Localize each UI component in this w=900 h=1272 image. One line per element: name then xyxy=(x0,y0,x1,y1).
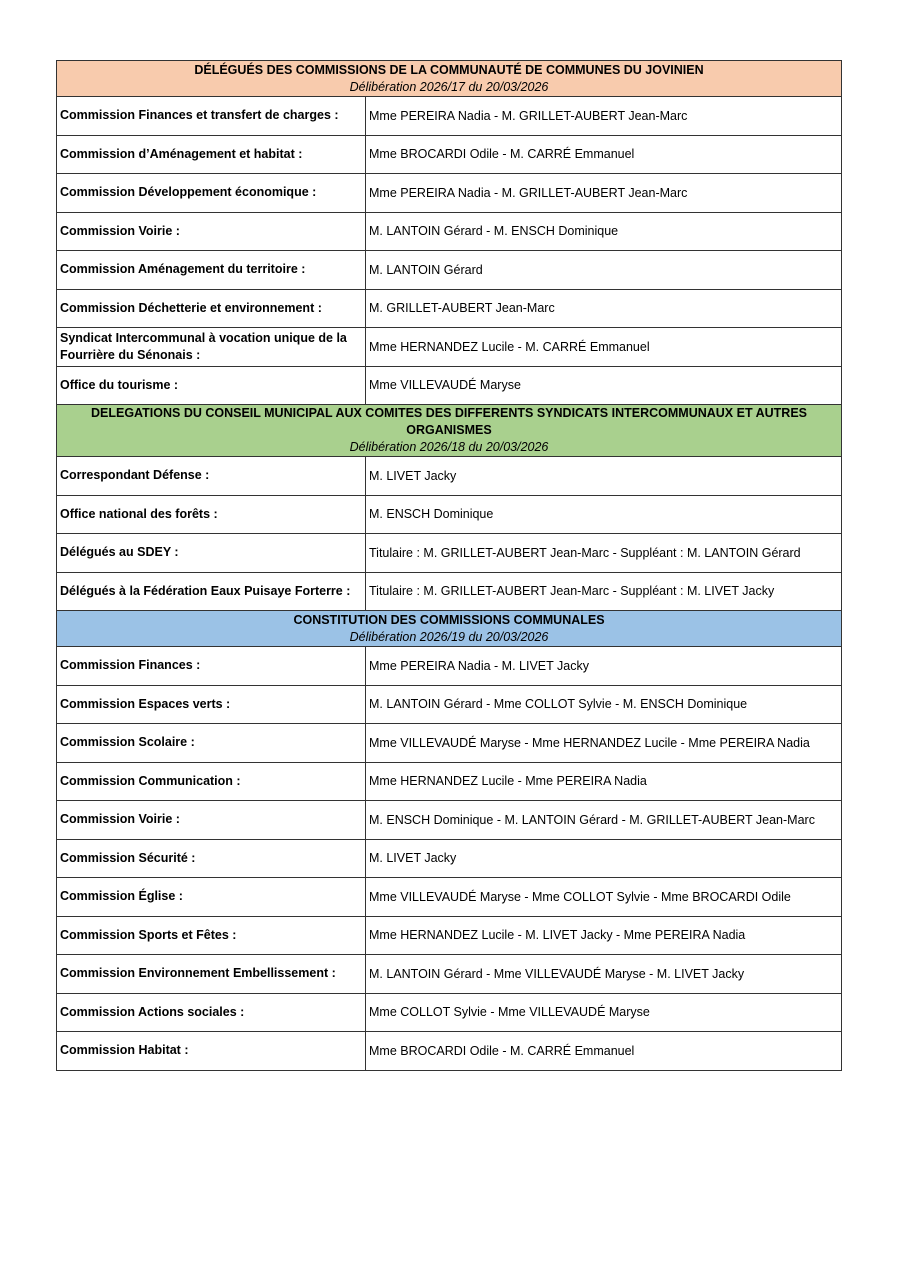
row-members: Mme HERNANDEZ Lucile - Mme PEREIRA Nadia xyxy=(366,762,842,801)
row-label: Commission Sports et Fêtes : xyxy=(57,916,366,955)
row-label: Commission Aménagement du territoire : xyxy=(57,251,366,290)
row-label: Commission Voirie : xyxy=(57,212,366,251)
delegations-table xyxy=(56,60,842,1071)
table-row xyxy=(57,647,842,686)
section-header-cell xyxy=(57,61,842,97)
row-members: Mme PEREIRA Nadia - M. GRILLET-AUBERT Jean-Marc xyxy=(366,97,842,136)
row-members: M. LANTOIN Gérard xyxy=(366,251,842,290)
table-row xyxy=(57,534,842,573)
row-members: M. LANTOIN Gérard - Mme VILLEVAUDÉ Maryse - M. LIVET Jacky xyxy=(366,955,842,994)
row-label: Office national des forêts : xyxy=(57,495,366,534)
row-label: Commission Espaces verts : xyxy=(57,685,366,724)
row-members: Titulaire : M. GRILLET-AUBERT Jean-Marc - Suppléant : M. LANTOIN Gérard xyxy=(366,534,842,573)
section-title: DÉLÉGUÉS DES COMMISSIONS DE LA COMMUNAUTÉ DE COMMUNES DU JOVINIEN xyxy=(194,62,704,77)
row-label: Syndicat Intercommunal à vocation unique de la Fourrière du Sénonais : xyxy=(57,328,366,367)
row-label: Commission Finances : xyxy=(57,647,366,686)
row-members: Mme PEREIRA Nadia - M. GRILLET-AUBERT Jean-Marc xyxy=(366,174,842,213)
table-row xyxy=(57,724,842,763)
row-members: Mme HERNANDEZ Lucile - M. CARRÉ Emmanuel xyxy=(366,328,842,367)
row-members: Mme VILLEVAUDÉ Maryse xyxy=(366,366,842,405)
table-row xyxy=(57,801,842,840)
row-label: Délégués à la Fédération Eaux Puisaye Forterre : xyxy=(57,572,366,611)
row-members: Mme VILLEVAUDÉ Maryse - Mme COLLOT Sylvie - Mme BROCARDI Odile xyxy=(366,878,842,917)
row-label: Correspondant Défense : xyxy=(57,457,366,496)
section-header-cell xyxy=(57,405,842,457)
table-row xyxy=(57,916,842,955)
section-deliberation: Délibération 2026/19 du 20/03/2026 xyxy=(349,629,549,644)
row-members: M. LIVET Jacky xyxy=(366,839,842,878)
row-label: Commission Scolaire : xyxy=(57,724,366,763)
row-members: M. LIVET Jacky xyxy=(366,457,842,496)
row-members: Titulaire : M. GRILLET-AUBERT Jean-Marc - Suppléant : M. LIVET Jacky xyxy=(366,572,842,611)
table-row xyxy=(57,251,842,290)
section-header xyxy=(57,61,842,97)
table-row xyxy=(57,135,842,174)
row-label: Délégués au SDEY : xyxy=(57,534,366,573)
row-members: M. LANTOIN Gérard - Mme COLLOT Sylvie - M. ENSCH Dominique xyxy=(366,685,842,724)
row-label: Commission Actions sociales : xyxy=(57,993,366,1032)
table-row xyxy=(57,328,842,367)
section-header xyxy=(57,611,842,647)
row-label: Commission Communication : xyxy=(57,762,366,801)
table-row xyxy=(57,762,842,801)
table-row xyxy=(57,1032,842,1071)
table-row xyxy=(57,955,842,994)
section-title: CONSTITUTION DES COMMISSIONS COMMUNALES xyxy=(293,612,605,627)
row-members: M. LANTOIN Gérard - M. ENSCH Dominique xyxy=(366,212,842,251)
table-row xyxy=(57,366,842,405)
section-header xyxy=(57,405,842,457)
table-row xyxy=(57,97,842,136)
row-label: Office du tourisme : xyxy=(57,366,366,405)
table-row xyxy=(57,212,842,251)
table-row xyxy=(57,878,842,917)
row-members: M. ENSCH Dominique - M. LANTOIN Gérard - M. GRILLET-AUBERT Jean-Marc xyxy=(366,801,842,840)
row-label: Commission Déchetterie et environnement : xyxy=(57,289,366,328)
row-members: Mme VILLEVAUDÉ Maryse - Mme HERNANDEZ Lucile - Mme PEREIRA Nadia xyxy=(366,724,842,763)
section-deliberation: Délibération 2026/18 du 20/03/2026 xyxy=(349,440,549,454)
table-body xyxy=(57,61,842,1071)
table-row xyxy=(57,685,842,724)
table-row xyxy=(57,289,842,328)
row-label: Commission Habitat : xyxy=(57,1032,366,1071)
table-row xyxy=(57,495,842,534)
row-members: M. GRILLET-AUBERT Jean-Marc xyxy=(366,289,842,328)
table-row xyxy=(57,839,842,878)
table-row xyxy=(57,174,842,213)
row-members: Mme BROCARDI Odile - M. CARRÉ Emmanuel xyxy=(366,1032,842,1071)
row-members: Mme BROCARDI Odile - M. CARRÉ Emmanuel xyxy=(366,135,842,174)
row-members: M. ENSCH Dominique xyxy=(366,495,842,534)
row-label: Commission Église : xyxy=(57,878,366,917)
table-row xyxy=(57,572,842,611)
row-label: Commission Environnement Embellissement : xyxy=(57,955,366,994)
section-title: DELEGATIONS DU CONSEIL MUNICIPAL AUX COMITES DES DIFFERENTS SYNDICATS INTERCOMMUNAUX ET AUTRES ORGANISMES xyxy=(90,406,807,437)
table-row xyxy=(57,993,842,1032)
section-header-cell xyxy=(57,611,842,647)
table-row xyxy=(57,457,842,496)
row-label: Commission Sécurité : xyxy=(57,839,366,878)
row-label: Commission Finances et transfert de charges : xyxy=(57,97,366,136)
row-members: Mme PEREIRA Nadia - M. LIVET Jacky xyxy=(366,647,842,686)
row-label: Commission d’Aménagement et habitat : xyxy=(57,135,366,174)
section-deliberation: Délibération 2026/17 du 20/03/2026 xyxy=(349,79,549,94)
row-label: Commission Développement économique : xyxy=(57,174,366,213)
row-members: Mme HERNANDEZ Lucile - M. LIVET Jacky - Mme PEREIRA Nadia xyxy=(366,916,842,955)
row-label: Commission Voirie : xyxy=(57,801,366,840)
row-members: Mme COLLOT Sylvie - Mme VILLEVAUDÉ Maryse xyxy=(366,993,842,1032)
